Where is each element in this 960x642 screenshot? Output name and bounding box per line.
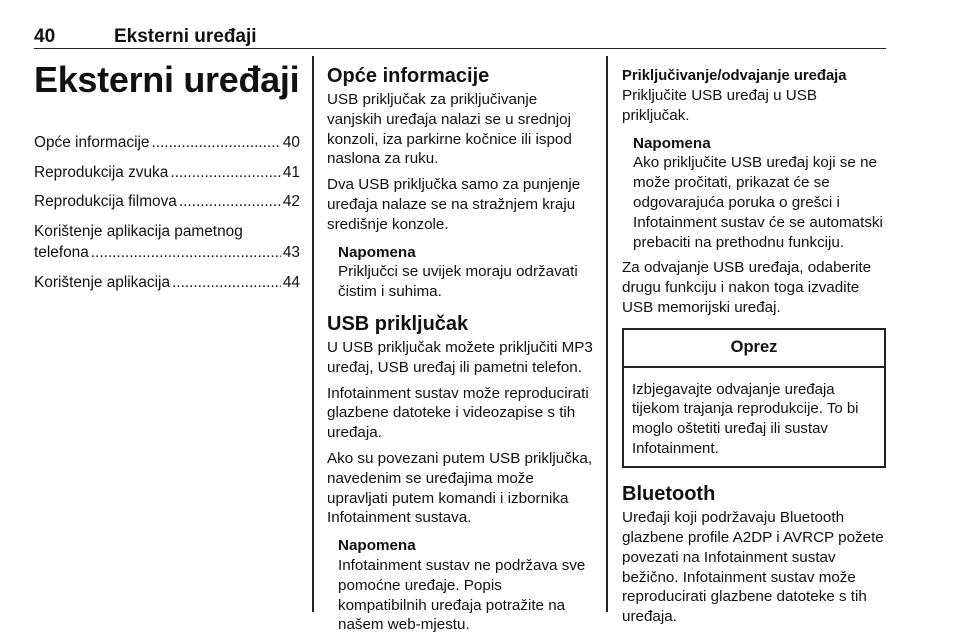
- note-title: Napomena: [338, 243, 416, 261]
- caution-title: Oprez: [624, 330, 884, 368]
- note-box: [338, 243, 593, 302]
- column-connect: [622, 56, 886, 633]
- toc-entry[interactable]: [34, 162, 300, 184]
- note-text: Ako priključite USB uređaj koji se ne može pročitati, prikazat će se odgovarajuća poruka o grešci i Infotainment sustav će se automatski prebaciti na prethodnu funkciju.: [633, 154, 883, 251]
- toc-page: 40: [282, 134, 300, 151]
- section-heading: Opće informacije: [327, 65, 490, 87]
- running-title: Eksterni uređaji: [114, 26, 257, 47]
- toc-label-line1: Korištenje aplikacija pametnog: [34, 222, 243, 240]
- page-header: [34, 26, 886, 49]
- column-toc: [34, 56, 300, 301]
- toc-label: Opće informacije: [34, 134, 150, 151]
- paragraph: Priključite USB uređaj u USB priključak.: [622, 87, 817, 124]
- paragraph: USB priključak za priključivanje vanjskih uređaja nalazi se u srednjoj konzoli, iza parkirne kočnice ili ispod naslona za ruku.: [327, 91, 572, 168]
- toc-label: telefona: [34, 244, 89, 261]
- toc-page: 41: [282, 163, 300, 181]
- toc-entry[interactable]: [34, 191, 300, 213]
- column-divider: [606, 56, 608, 612]
- toc-label: Reprodukcija filmova: [34, 193, 177, 210]
- note-text: Infotainment sustav ne podržava sve pomoćne uređaje. Popis kompatibilnih uređaja potražite na našem web-mjestu.: [338, 556, 586, 634]
- toc-leader: [172, 272, 281, 294]
- note-text: Priključci se uvijek moraju održavati čistim i suhima.: [338, 263, 578, 301]
- toc-leader: [179, 191, 281, 213]
- subsection-heading: USB priključak: [327, 312, 469, 335]
- toc-leader: [151, 132, 280, 154]
- toc-leader: [170, 162, 281, 184]
- caution-text: Izbjegavajte odvajanje uređaja tijekom trajanja reprodukcije. To bi moglo oštetiti uređaj ili sustav Infotainment.: [632, 380, 859, 457]
- toc-label: Korištenje aplikacija: [34, 273, 171, 291]
- page-number: 40: [34, 26, 56, 47]
- paragraph: U USB priključak možete priključiti MP3 uređaj, USB uređaj ili pametni telefon.: [327, 338, 593, 376]
- note-box: [633, 134, 886, 253]
- paragraph: Dva USB priključka samo za punjenje uređaja nalaze se na stražnjem kraju središnje konzole.: [327, 176, 581, 233]
- toc-page: 43: [282, 244, 300, 261]
- toc-entry[interactable]: [34, 221, 300, 264]
- subsection-heading: Priključivanje/odvajanje uređaja: [622, 68, 847, 84]
- table-of-contents: [34, 132, 300, 293]
- paragraph: Uređaji koji podržavaju Bluetooth glazbene profile A2DP i AVRCP požete povezati na Infotainment sustav bežično. Infotainment sustav može reproducirati glazbene datoteke s tih uređaja.: [622, 509, 884, 626]
- note-title: Napomena: [633, 134, 711, 152]
- note-title: Napomena: [338, 537, 416, 555]
- toc-page: 42: [282, 193, 300, 210]
- paragraph: Infotainment sustav može reproducirati glazbene datoteke i videozapise s tih uređaja.: [327, 384, 589, 442]
- toc-entry[interactable]: [34, 272, 300, 294]
- toc-label: Reprodukcija zvuka: [34, 163, 169, 181]
- chapter-title: Eksterni uređaji: [34, 59, 300, 100]
- paragraph: Ako su povezani putem USB priključka, navedenim se uređajima može upravljati putem komandi i izbornika Infotainment sustava.: [327, 449, 593, 527]
- caution-box: [622, 328, 886, 468]
- column-divider: [312, 56, 314, 612]
- toc-entry[interactable]: [34, 132, 300, 154]
- toc-leader: [91, 242, 281, 264]
- subsection-heading: Bluetooth: [622, 483, 716, 506]
- toc-page: 44: [282, 273, 300, 291]
- paragraph: Za odvajanje USB uređaja, odaberite drugu funkciju i nakon toga izvadite USB memorijski uređaj.: [622, 259, 872, 316]
- note-box: [338, 536, 593, 635]
- column-general-info: [327, 56, 593, 641]
